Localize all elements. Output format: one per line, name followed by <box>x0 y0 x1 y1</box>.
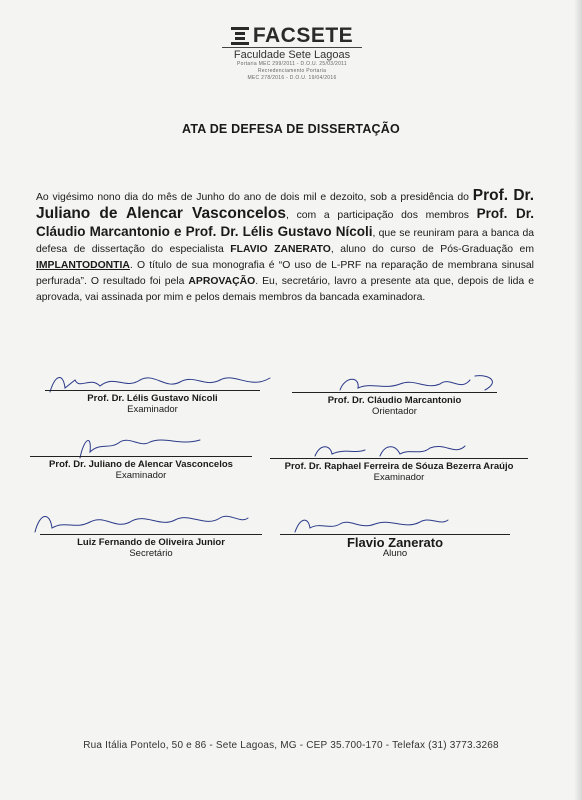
signature-line <box>40 534 262 535</box>
minutes-body <box>36 188 534 306</box>
signatory-name: Prof. Dr. Lélis Gustavo Nícoli <box>87 393 218 404</box>
document-title: ATA DE DEFESA DE DISSERTAÇÃO <box>182 122 400 136</box>
signatory-role: Examinador <box>373 472 425 483</box>
signatory-role: Orientador <box>372 406 417 417</box>
signatory-name: Prof. Dr. Raphael Ferreira de Sóuza Bezerra Araújo <box>284 461 514 472</box>
page-edge-shadow <box>574 0 582 800</box>
facsete-mark-icon <box>231 27 249 45</box>
signature-scribble <box>30 508 250 536</box>
signature-line <box>292 392 497 393</box>
signatory-role: Aluno <box>382 548 408 559</box>
signature-block <box>30 456 252 482</box>
members-names: Prof. Dr. Cláudio Marcantonio e Prof. Dr. Lélis Gustavo Nícoli <box>36 206 535 239</box>
text-segment: . O título de sua monografia é “O uso de L-PRF na reparação de membrana sinusal perfurada”. O resultado foi pela <box>36 260 534 287</box>
accreditation-line-2: Recredenciamento Portaria <box>257 68 327 74</box>
signatory-name: Prof. Dr. Cláudio Marcantonio <box>327 395 462 406</box>
signature-scribble <box>310 438 470 460</box>
text-segment: Ao vigésimo nono dia do mês de Junho do ano de dois mil e dezoito, sob a presidência do <box>36 192 469 203</box>
signatory-name: Prof. Dr. Juliano de Alencar Vasconcelos <box>49 459 233 470</box>
signatory-role: Examinador <box>127 404 178 415</box>
signature-block <box>40 534 262 560</box>
signature-line <box>45 390 260 391</box>
signature-line <box>30 456 252 457</box>
student-name: FLAVIO ZANERATO <box>230 244 331 255</box>
president-name: Prof. Dr. Juliano de Alencar Vasconcelos <box>36 187 535 222</box>
signature-block <box>292 392 497 418</box>
text-segment: membros <box>425 210 477 221</box>
signatory-role: Secretário <box>129 548 173 559</box>
brand-name: FACSETE <box>252 24 354 47</box>
signature-block <box>280 534 510 560</box>
brand-subtitle: Faculdade Sete Lagoas <box>222 47 362 61</box>
signature-line <box>270 458 528 459</box>
signatory-name: Flavio Zanerato <box>346 535 444 550</box>
text-segment: , com a participação dos <box>285 210 418 221</box>
course-name: IMPLANTODONTIA <box>36 260 130 271</box>
text-segment: . Eu, secretário, lavro a presente ata que, depois de lida e aprovada, vai assinada por mim e pelos demais membros da bancada examinadora. <box>36 276 534 303</box>
signatory-role: Examinador <box>115 470 167 481</box>
accreditation-line-3: MEC 278/2016 - D.O.U. 19/04/2016 <box>247 75 337 81</box>
result-value: APROVAÇÃO <box>188 276 256 287</box>
facsete-logo <box>222 26 362 82</box>
signature-scribble <box>330 372 500 394</box>
text-segment: , <box>372 228 376 239</box>
signatory-name: Luiz Fernando de Oliveira Junior <box>77 537 225 548</box>
text-segment: aluno do curso de Pós-Graduação em <box>340 244 534 255</box>
accreditation-line-1: Portaria MEC 299/2011 - D.O.U. 25/03/2011 <box>237 61 347 67</box>
signature-scribble <box>290 512 450 536</box>
signature-block <box>45 390 260 416</box>
footer-address: Rua Itália Pontelo, 50 e 86 - Sete Lagoas, MG - CEP 35.700-170 - Telefax (31) 3773.3268 <box>83 740 499 751</box>
text-segment: , <box>330 244 334 255</box>
signature-block <box>270 458 528 484</box>
text-segment: que se reuniram para a banca da defesa de dissertação do especialista <box>36 228 535 255</box>
